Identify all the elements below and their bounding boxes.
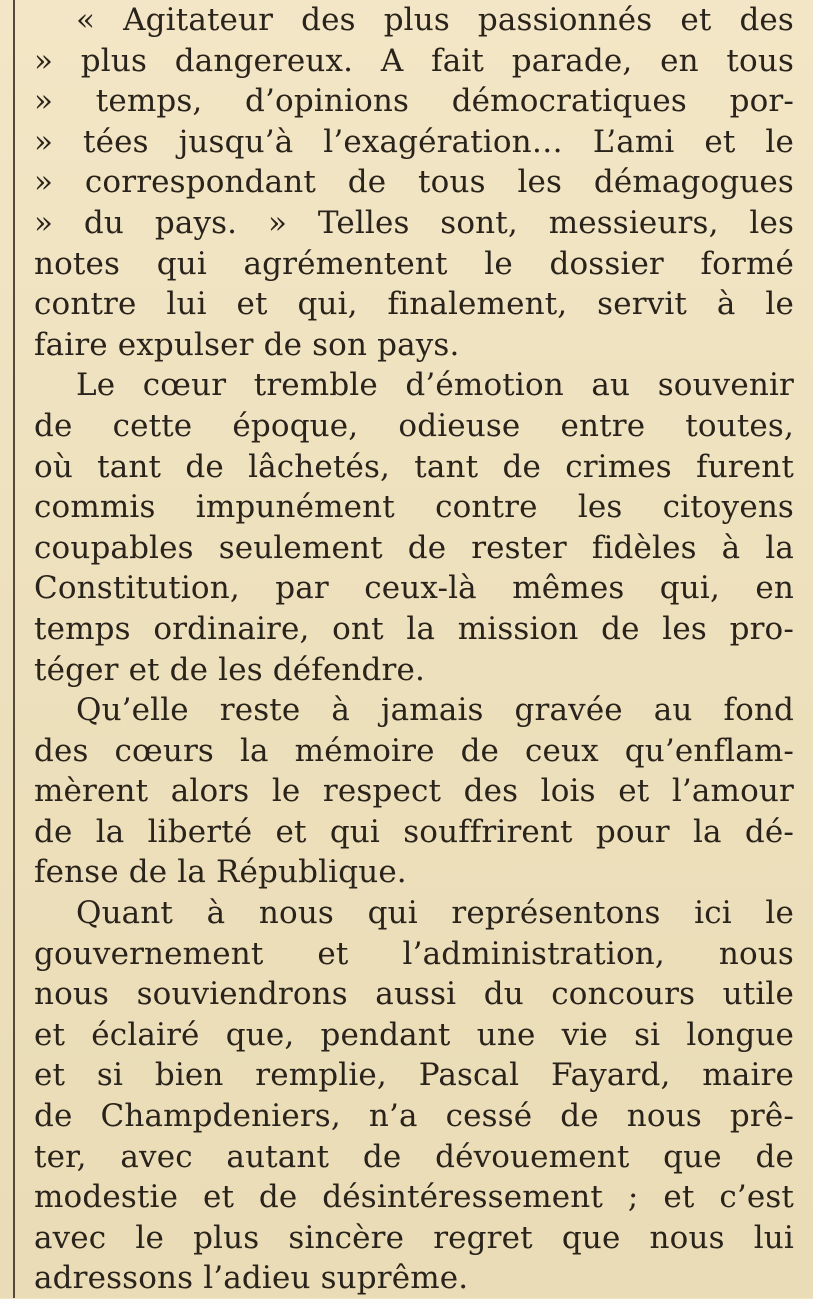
text-line: » temps, d’opinions démocratiques por- [34, 83, 794, 120]
text-line: notes qui agrémentent le dossier formé [34, 245, 794, 282]
text-line: gouvernement et l’administration, nous [34, 935, 794, 972]
text-line: modestie et de désintéressement ; et c’est [34, 1179, 794, 1216]
text-line: faire expulser de son pays. [34, 326, 460, 363]
text-line: » correspondant de tous les démagogues [34, 164, 794, 201]
text-line: Qu’elle reste à jamais gravée au fond [76, 692, 794, 729]
text-line: des cœurs la mémoire de ceux qu’enflam- [34, 732, 794, 769]
text-line: et si bien remplie, Pascal Fayard, maire [34, 1057, 794, 1094]
column-rule [13, 0, 15, 1298]
text-line: où tant de lâchetés, tant de crimes furent [34, 448, 794, 485]
text-line: de cette époque, odieuse entre toutes, [34, 407, 794, 444]
text-line: Quant à nous qui représentons ici le [76, 895, 794, 932]
text-line: Constitution, par ceux-là mêmes qui, en [34, 570, 794, 607]
paragraph-quote [34, 0, 794, 365]
text-line: commis impunément contre les citoyens [34, 489, 794, 526]
text-line: ter, avec autant de dévouement que de [34, 1138, 794, 1175]
paragraph-farewell [34, 893, 794, 1299]
text-line: fense de la République. [34, 854, 407, 891]
text-line: de la liberté et qui souffrirent pour la dé- [34, 813, 794, 850]
text-line: » plus dangereux. A fait parade, en tous [34, 42, 794, 79]
text-line: téger et de les défendre. [34, 651, 425, 688]
text-line: et éclairé que, pendant une vie si longue [34, 1016, 794, 1053]
text-line: » du pays. » Telles sont, messieurs, les [34, 204, 794, 241]
text-line: « Agitateur des plus passionnés et des [76, 2, 794, 38]
text-line: contre lui et qui, finalement, servit à le [34, 286, 794, 323]
text-line: Le cœur tremble d’émotion au souvenir [76, 367, 794, 404]
text-line: nous souviendrons aussi du concours utile [34, 976, 794, 1013]
text-line: temps ordinaire, ont la mission de les pro- [34, 610, 794, 647]
text-line: adressons l’adieu suprême. [34, 1260, 469, 1297]
paragraph-emotion [34, 365, 794, 690]
text-line: coupables seulement de rester fidèles à la [34, 529, 794, 566]
text-line: de Champdeniers, n’a cessé de nous prê- [34, 1098, 794, 1135]
text-line: avec le plus sincère regret que nous lui [34, 1219, 794, 1256]
text-column [34, 0, 794, 1299]
text-line: » tées jusqu’à l’exagération… L’ami et le [34, 123, 794, 160]
paragraph-memory [34, 690, 794, 893]
text-line: mèrent alors le respect des lois et l’amour [34, 773, 794, 810]
